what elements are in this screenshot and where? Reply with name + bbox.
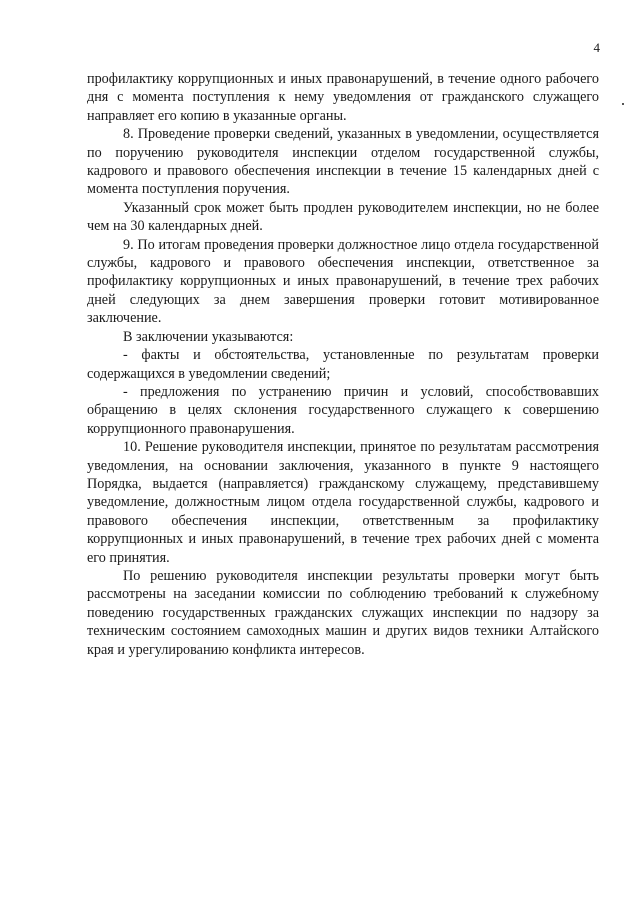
paragraph-item-10: 10. Решение руководителя инспекции, принятое по результатам рассмотрения уведомления, на основании заключения, указанного в пункте 9 настоящего Порядка, выдается (направляется) гражданскому служащему, представившему уведомление, должностным лицом отдела государственной службы, кадрового и правового обеспечения инспекции, ответственным за профилактику коррупционных и иных правонарушений, в течение трех рабочих дней с момента его принятия.	[87, 439, 599, 566]
paragraph-bullet-proposals: - предложения по устранению причин и условий, способствовавших обращению в целях склонения государственного служащего к совершению коррупционного правонарушения.	[87, 383, 599, 437]
paragraph-bullet-facts: - факты и обстоятельства, установленные по результатам проверки содержащихся в уведомлении сведений;	[87, 347, 599, 382]
paragraph-item-8: 8. Проведение проверки сведений, указанных в уведомлении, осуществляется по поручению руководителя инспекции отделом государственной службы, кадрового и правового обеспечения инспекции в течение 15 календарных дней с момента поступления поручения.	[87, 126, 599, 198]
paragraph-commission: По решению руководителя инспекции результаты проверки могут быть рассмотрены на заседании комиссии по соблюдению требований к служебному поведению государственных гражданских служащих инспекции по надзору за техническим состоянием самоходных машин и других видов техники Алтайского края и урегулированию конфликта интересов.	[87, 567, 599, 658]
page-number: 4	[593, 40, 600, 55]
paragraph-continuation: профилактику коррупционных и иных правонарушений, в течение одного рабочего дня с момента поступления к нему уведомления от гражданского служащего направляет его копию в указанные органы.	[87, 71, 599, 124]
paragraph-item-9: 9. По итогам проведения проверки должностное лицо отдела государственной службы, кадрового и правового обеспечения инспекции, ответственное за профилактику коррупционных и иных правонарушений, в течение трех рабочих дней следующих за днем завершения проверки готовит мотивированное заключение.	[87, 236, 599, 327]
paragraph-conclusion-intro: В заключении указываются:	[123, 328, 294, 345]
document-body	[87, 70, 599, 659]
scan-dot	[622, 103, 624, 105]
paragraph-term-extension: Указанный срок может быть продлен руководителем инспекции, но не более чем на 30 календарных дней.	[87, 199, 599, 235]
